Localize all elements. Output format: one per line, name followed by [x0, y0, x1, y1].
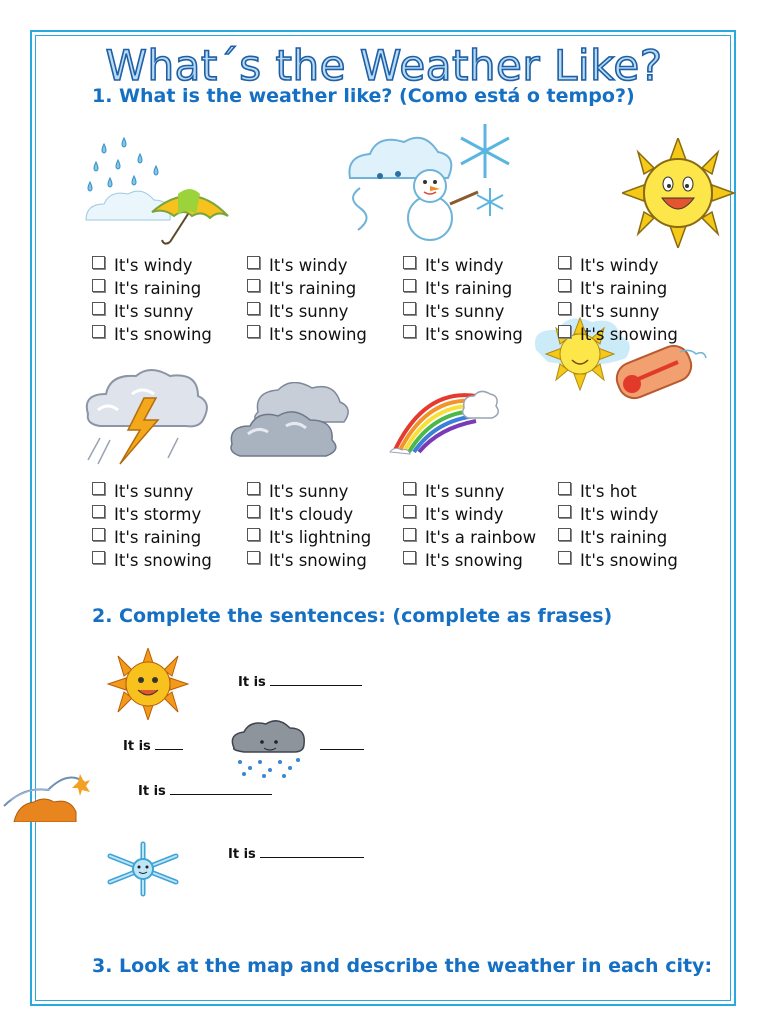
option-label: It's windy — [114, 256, 193, 275]
option-label: It's snowing — [425, 551, 523, 570]
option-label: It's a rainbow — [425, 528, 537, 547]
option-label: It's raining — [114, 279, 202, 298]
hot-sun-picture — [98, 648, 198, 720]
option-checkbox[interactable] — [403, 505, 416, 518]
section2-heading: 2. Complete the sentences: (complete as frases) — [92, 605, 613, 627]
option-checkbox[interactable] — [92, 551, 105, 564]
rain-umbrella-picture — [82, 132, 232, 252]
option-checkbox[interactable] — [558, 528, 571, 541]
option-checkbox[interactable] — [403, 279, 416, 292]
page-title: What´s the Weather Like? — [105, 41, 663, 90]
option-checkbox[interactable] — [558, 256, 571, 269]
option-checkbox[interactable] — [403, 551, 416, 564]
option-label: It's snowing — [269, 551, 367, 570]
sentence-prompt: It is — [123, 739, 151, 754]
option-checkbox[interactable] — [558, 279, 571, 292]
option-label: It's snowing — [114, 325, 212, 344]
option-label: It's stormy — [114, 505, 202, 524]
option-label: It's raining — [425, 279, 513, 298]
option-checkbox[interactable] — [403, 256, 416, 269]
option-label: It's windy — [269, 256, 348, 275]
option-label: It's snowing — [269, 325, 367, 344]
option-checkbox[interactable] — [247, 256, 260, 269]
option-checkbox[interactable] — [403, 528, 416, 541]
windy-leaves-picture — [0, 770, 92, 822]
option-checkbox[interactable] — [558, 325, 571, 338]
answer-blank[interactable] — [320, 737, 364, 750]
answer-blank[interactable] — [270, 673, 362, 686]
option-label: It's snowing — [425, 325, 523, 344]
option-label: It's sunny — [269, 302, 349, 321]
option-label: It's snowing — [580, 325, 678, 344]
option-label: It's sunny — [580, 302, 660, 321]
option-checkbox[interactable] — [247, 528, 260, 541]
sentence-2 — [123, 737, 183, 754]
option-checkbox[interactable] — [403, 482, 416, 495]
option-checkbox[interactable] — [558, 302, 571, 315]
option-checkbox[interactable] — [92, 302, 105, 315]
sentence-prompt: It is — [228, 847, 256, 862]
option-checkbox[interactable] — [92, 528, 105, 541]
sentence-3 — [138, 782, 272, 799]
option-label: It's windy — [425, 256, 504, 275]
sentence-prompt: It is — [238, 675, 266, 690]
sentence-2-tail — [320, 737, 364, 754]
option-checkbox[interactable] — [247, 551, 260, 564]
storm-cloud-picture — [82, 368, 212, 468]
option-checkbox[interactable] — [247, 325, 260, 338]
option-checkbox[interactable] — [558, 551, 571, 564]
option-checkbox[interactable] — [247, 302, 260, 315]
option-checkbox[interactable] — [558, 482, 571, 495]
option-label: It's windy — [425, 505, 504, 524]
sun-face-picture — [622, 138, 756, 248]
option-label: It's raining — [269, 279, 357, 298]
option-checkbox[interactable] — [92, 279, 105, 292]
option-label: It's hot — [580, 482, 637, 501]
option-checkbox[interactable] — [92, 325, 105, 338]
sentence-prompt: It is — [138, 784, 166, 799]
option-checkbox[interactable] — [92, 505, 105, 518]
answer-blank[interactable] — [170, 782, 272, 795]
option-label: It's sunny — [114, 302, 194, 321]
snowflake-picture — [100, 840, 186, 898]
option-label: It's raining — [114, 528, 202, 547]
answer-blank[interactable] — [260, 845, 364, 858]
option-label: It's snowing — [580, 551, 678, 570]
sentence-1 — [238, 673, 362, 690]
option-checkbox[interactable] — [403, 302, 416, 315]
option-label: It's windy — [580, 505, 659, 524]
option-checkbox[interactable] — [247, 482, 260, 495]
option-label: It's sunny — [425, 482, 505, 501]
option-checkbox[interactable] — [247, 505, 260, 518]
rainbow-picture — [388, 386, 500, 456]
section3-heading: 3. Look at the map and describe the weather in each city: — [92, 955, 713, 977]
option-label: It's lightning — [269, 528, 372, 547]
cloudy-picture — [228, 382, 352, 468]
rain-cloud-picture — [226, 718, 312, 780]
answer-blank[interactable] — [155, 737, 183, 750]
section1-heading: 1. What is the weather like? (Como está o tempo?) — [92, 85, 635, 107]
option-checkbox[interactable] — [247, 279, 260, 292]
option-label: It's sunny — [425, 302, 505, 321]
option-label: It's raining — [580, 528, 668, 547]
option-checkbox[interactable] — [92, 482, 105, 495]
option-label: It's sunny — [269, 482, 349, 501]
option-label: It's raining — [580, 279, 668, 298]
option-checkbox[interactable] — [403, 325, 416, 338]
snowman-snow-picture — [340, 118, 520, 243]
option-checkbox[interactable] — [92, 256, 105, 269]
option-label: It's snowing — [114, 551, 212, 570]
option-label: It's cloudy — [269, 505, 354, 524]
option-label: It's windy — [580, 256, 659, 275]
option-checkbox[interactable] — [558, 505, 571, 518]
sentence-4 — [228, 845, 364, 862]
option-label: It's sunny — [114, 482, 194, 501]
